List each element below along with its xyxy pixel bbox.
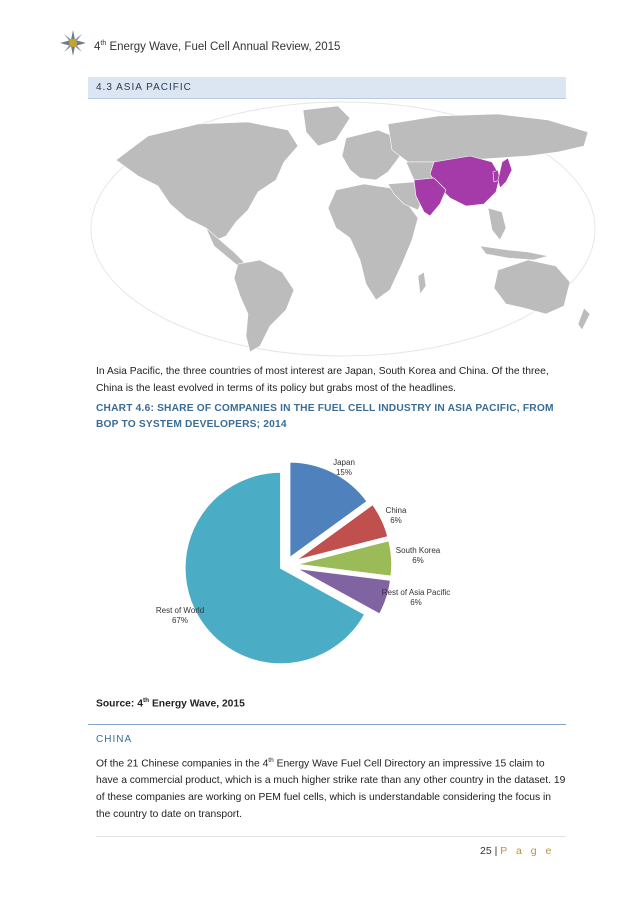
- intro-paragraph: In Asia Pacific, the three countries of most interest are Japan, South Korea and China. Of the three, China is the least evolved in terms of its policy but grabs most of the headlines.: [96, 366, 549, 394]
- pie-label-value: 6%: [410, 598, 422, 607]
- pie-label-value: 6%: [412, 556, 424, 565]
- china-paragraph: Of the 21 Chinese companies in the 4th Energy Wave Fuel Cell Directory an impressive 15 claim to have a commercial product, which is a much higher strike rate than any other country in the dataset. 19 of these companies are working on PEM fuel cells, which is understandable considering the focus in the country to date on transport.: [96, 757, 566, 821]
- pie-chart: [150, 445, 490, 695]
- company-logo-icon: [60, 30, 86, 56]
- section-divider: [88, 724, 566, 725]
- world-map: [88, 100, 598, 358]
- page-footer: 25 | P a g e: [480, 845, 555, 857]
- pie-label-category: Japan: [333, 458, 355, 467]
- pie-label-value: 6%: [390, 516, 402, 525]
- pie-label-category: South Korea: [395, 546, 441, 555]
- document-header-title: 4th Energy Wave, Fuel Cell Annual Review, 2015: [94, 40, 341, 53]
- section-heading: 4.3 ASIA PACIFIC: [96, 82, 192, 93]
- subsection-heading-china: CHINA: [96, 734, 133, 745]
- pie-label-value: 15%: [335, 468, 353, 477]
- footer-divider: [96, 836, 566, 837]
- page-word: P a g e: [500, 845, 555, 857]
- chart-source: Source: 4th Energy Wave, 2015: [96, 697, 245, 710]
- pie-label-category: China: [385, 506, 407, 515]
- pie-label-category: Rest of Asia Pacific: [381, 588, 451, 597]
- section-heading-bar: [88, 77, 566, 99]
- pie-label-category: Rest of World: [155, 606, 205, 615]
- chart-caption: CHART 4.6: SHARE OF COMPANIES IN THE FUEL CELL INDUSTRY IN ASIA PACIFIC, FROM BOP TO SYSTEM DEVELOPERS; 2014: [96, 403, 554, 430]
- pie-label-value: 67%: [171, 616, 189, 625]
- page-number: 25: [480, 845, 492, 857]
